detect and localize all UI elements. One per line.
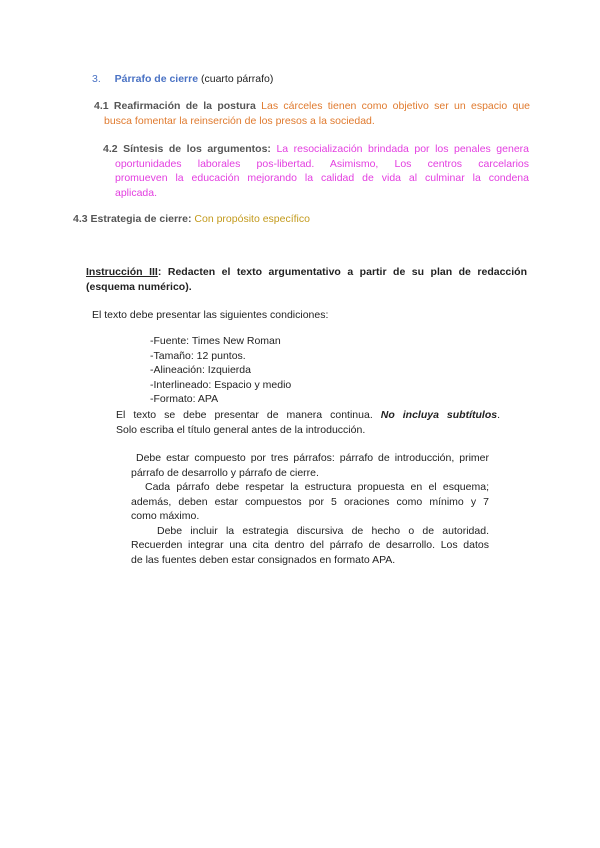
condition-format: -Formato: APA <box>150 393 219 405</box>
item-4-1-line1: Las cárceles tienen como objetivo ser un espacio que <box>261 100 530 112</box>
item-4-2 <box>103 142 529 200</box>
item-4-2-line3: promueven la educación mejorando la calidad de vida al culminar la condena <box>115 172 529 184</box>
item-4-3 <box>73 212 310 227</box>
rule-1-line2: párrafo de desarrollo y párrafo de cierre. <box>131 466 319 479</box>
item-4-3-value: Con propósito específico <box>194 213 310 225</box>
item-4-1-line2: busca fomentar la reinserción de los presos a la sociedad. <box>104 114 375 127</box>
rule-2-line2: además, deben estar compuestos por 5 oraciones como mínimo y 7 <box>131 495 489 508</box>
instruction-iii <box>86 265 527 294</box>
item-4-2-line4: aplicada. <box>115 186 158 199</box>
section-3-heading <box>92 72 273 87</box>
condition-size: -Tamaño: 12 puntos. <box>150 349 246 362</box>
continuity-emphasis: No incluya subtítulos <box>380 409 498 421</box>
continuity-note <box>116 408 500 437</box>
condition-spacing: -Interlineado: Espacio y medio <box>150 378 292 391</box>
rule-3-line2: Recuerden integrar una cita dentro del párrafo de desarrollo. Los datos <box>131 539 489 551</box>
section-3-title: Párrafo de cierre <box>114 73 199 85</box>
rule-2-line3: como máximo. <box>131 510 200 522</box>
instruction-label: Instrucción III <box>86 266 158 278</box>
paragraph-rules <box>131 451 489 567</box>
section-3-number: 3. <box>92 73 101 85</box>
item-4-2-label: 4.2 Síntesis de los argumentos: <box>103 143 271 155</box>
item-4-1 <box>94 99 530 128</box>
continuity-line2: Solo escriba el título general antes de la introducción. <box>116 423 366 436</box>
section-3-note: (cuarto párrafo) <box>201 73 274 85</box>
conditions-list <box>150 334 291 407</box>
item-4-1-label: 4.1 Reafirmación de la postura <box>94 100 256 112</box>
continuity-line1: El texto se debe presentar de manera continua. <box>116 409 373 421</box>
conditions-intro: El texto debe presentar las siguientes condiciones: <box>92 309 329 321</box>
item-4-2-line1: La resocialización brindada por los penales genera <box>276 143 529 155</box>
rule-2-line1: Cada párrafo debe respetar la estructura propuesta en el esquema; <box>145 481 489 493</box>
item-4-3-label: 4.3 Estrategia de cierre: <box>73 213 192 225</box>
rule-3-line1: Debe incluir la estrategia discursiva de hecho o de autoridad. <box>157 524 489 537</box>
instruction-line2: (esquema numérico). <box>86 280 192 293</box>
item-4-2-line2: oportunidades laborales pos-libertad. Asimismo, Los centros carcelarios <box>115 157 529 170</box>
continuity-period: . <box>497 409 500 421</box>
instruction-line1: : Redacten el texto argumentativo a partir de su plan de redacción <box>157 266 528 278</box>
condition-font: -Fuente: Times New Roman <box>150 335 281 347</box>
rule-3-line3: de las fuentes deben estar consignados en formato APA. <box>131 553 396 566</box>
condition-alignment: -Alineación: Izquierda <box>150 364 251 376</box>
rule-1-line1: Debe estar compuesto por tres párrafos: párrafo de introducción, primer <box>136 452 489 464</box>
